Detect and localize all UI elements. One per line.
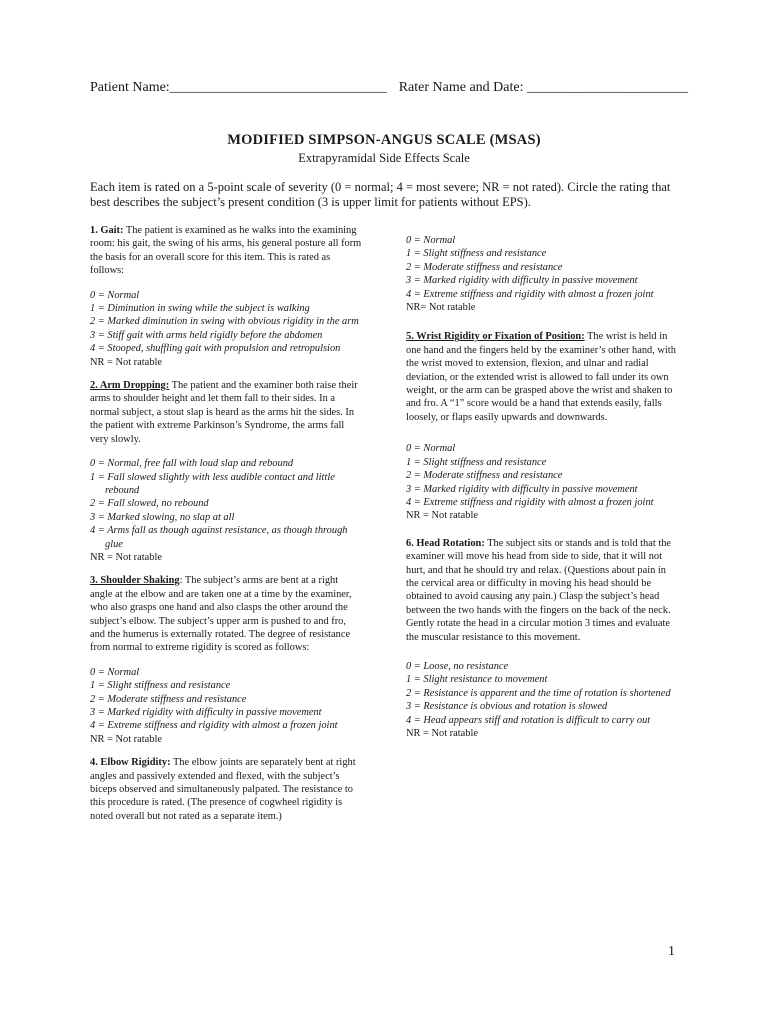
rating-option[interactable]: 3 = Resistance is obvious and rotation is slowed [406,701,608,713]
title-block [0,132,768,166]
item-text: The subject sits or stands and is told that the examiner will move his head from side to side, that it will not hurt, and that he should try and relax. (Questions about pain in the cervical area or difficulty in moving his head should be obtained to avoid causing any pain.) Clasp the subject’s head between the two hands with the fingers on the back of the neck. Gently rotate the head in a circular motion 3 times and evaluate the muscular resistance to this movement. [406,537,672,643]
rating-option[interactable]: 2 = Marked diminution in swing with obvious rigidity in the arm [90,316,359,328]
rating-scale [406,442,678,522]
rating-option[interactable]: 0 = Normal [406,443,456,455]
item-head-rotation [406,537,678,741]
item-description [406,537,678,644]
rater-name-date-field[interactable]: Rater Name and Date: _______________________ [398,80,688,95]
rating-option[interactable]: 1 = Fall slowed slightly with less audible contact and little rebound [90,471,335,496]
item-elbow-rigidity-scale [406,234,678,314]
item-arm-dropping [90,379,362,564]
rating-option[interactable]: 4 = Extreme stiffness and rigidity with almost a frozen joint [406,496,654,508]
item-gait [90,224,362,369]
rating-option[interactable]: 3 = Marked rigidity with difficulty in passive movement [90,707,322,718]
item-name: 5. Wrist Rigidity or Fixation of Position: [406,331,585,343]
rating-option[interactable]: 0 = Normal [90,666,140,678]
item-name: 4. Elbow Rigidity: [90,757,171,769]
rating-option[interactable]: 2 = Moderate stiffness and resistance [406,261,563,273]
rating-scale [90,457,362,564]
rating-option[interactable]: 1 = Diminution in swing while the subject is walking [90,303,310,315]
rating-option[interactable]: 1 = Slight stiffness and resistance [90,680,231,692]
rating-option[interactable]: 0 = Normal [406,235,456,246]
rating-option[interactable]: 4 = Extreme stiffness and rigidity with almost a frozen joint [90,720,338,732]
rating-option-nr[interactable]: NR= Not ratable [406,302,476,314]
item-elbow-rigidity [90,756,362,823]
document-subtitle: Extrapyramidal Side Effects Scale [298,151,470,165]
intro-paragraph: Each item is rated on a 5-point scale of severity (0 = normal; 4 = most severe; NR = not rated). Circle the rating that best describes the subject’s present condition (3 is upper limit for patients without EPS). [90,180,671,209]
patient-name-field[interactable]: Patient Name:_______________________________ [90,80,387,95]
rating-option-nr[interactable]: NR = Not ratable [90,356,162,368]
item-text: The wrist is held in one hand and the fingers held by the examiner’s other hand, with the wrist moved to extension, flexion, and ulnar and radial deviation, or the extended wrist is allowed to fall under its own weight, or the arm can be grasped above the wrist and shaken to and fro. A “1” score would be a hand that extends easily, falls loosely, or flaps easily upwards and downwards. [406,331,676,423]
header-fields [90,80,690,96]
rating-option[interactable]: 1 = Slight resistance to movement [406,674,548,686]
item-text: The patient is examined as he walks into the examining room: his gait, the swing of his arms, his general posture all form the basis for an overall score for this item. This is rated as follows: [90,225,362,277]
rating-scale [406,234,678,314]
rating-option-nr[interactable]: NR = Not ratable [406,510,478,522]
rating-scale [406,660,678,740]
rating-option[interactable]: 4 = Extreme stiffness and rigidity with almost a frozen joint [406,288,654,300]
item-wrist-rigidity [406,330,678,522]
rating-option[interactable]: 4 = Head appears stiff and rotation is difficult to carry out [406,714,651,726]
rating-option[interactable]: 0 = Normal [90,289,140,301]
rating-option[interactable]: 3 = Stiff gait with arms held rigidly before the abdomen [90,329,323,341]
item-description [90,379,362,446]
item-text: The elbow joints are separately bent at right angles and passively extended and flexed, with the subject’s biceps observed and simultaneously palpated. The resistance to this procedure is rated. (The presence of cogwheel rigidity is noted overall but not rated as a separate item.) [90,757,356,822]
rating-option[interactable]: 2 = Resistance is apparent and the time of rotation is shortened [406,687,671,699]
rating-scale [90,289,362,369]
rating-option[interactable]: 2 = Moderate stiffness and resistance [90,693,247,705]
rating-scale [90,666,362,746]
rating-option-nr[interactable]: NR = Not ratable [90,551,162,563]
item-name: 2. Arm Dropping: [90,380,170,392]
document-title: MODIFIED SIMPSON-ANGUS SCALE (MSAS) [227,132,541,148]
item-name: 3. Shoulder Shaking [90,575,180,587]
page-number: 1 [668,944,675,959]
item-text: : The subject’s arms are bent at a right angle at the elbow and are taken one at a time by the examiner, who also grasps one hand and also clasps the other around the subject’s elbow. The subject’s upper arm is pushed to and fro, and the humerus is externally rotated. The degree of resistance from normal to extreme rigidity is scored as follows: [90,575,352,654]
rating-option[interactable]: 3 = Marked rigidity with difficulty in passive movement [406,275,638,287]
rating-option-nr[interactable]: NR = Not ratable [90,733,162,745]
rating-option[interactable]: 3 = Marked slowing, no slap at all [90,511,235,523]
item-name: 1. Gait: [90,225,124,236]
rating-option-nr[interactable]: NR = Not ratable [406,728,478,739]
item-shoulder-shaking [90,574,362,746]
rating-option[interactable]: 4 = Arms fall as though against resistance, as though through glue [90,525,348,550]
rating-option[interactable]: 4 = Stooped, shuffling gait with propulsion and retropulsion [90,343,341,355]
rating-option[interactable]: 2 = Fall slowed, no rebound [90,498,209,510]
item-description [90,574,362,654]
item-description [90,224,362,278]
rating-option[interactable]: 1 = Slight stiffness and resistance [406,456,547,468]
rating-option[interactable]: 0 = Loose, no resistance [406,660,509,672]
item-text: The patient and the examiner both raise their arms to shoulder height and let them fall to their sides. In a normal subject, a stout slap is heard as the arms hit the sides. In the patient with extreme Parkinson’s Syndrome, the arms fall very slowly. [90,380,358,445]
rating-option[interactable]: 1 = Slight stiffness and resistance [406,248,547,260]
item-description [90,756,362,823]
right-column [406,234,678,750]
rating-option[interactable]: 0 = Normal, free fall with loud slap and rebound [90,458,294,470]
rating-option[interactable]: 3 = Marked rigidity with difficulty in passive movement [406,483,638,495]
item-description [406,330,678,424]
item-name: 6. Head Rotation: [406,537,485,549]
rating-option[interactable]: 2 = Moderate stiffness and resistance [406,470,563,482]
left-column [90,224,362,834]
